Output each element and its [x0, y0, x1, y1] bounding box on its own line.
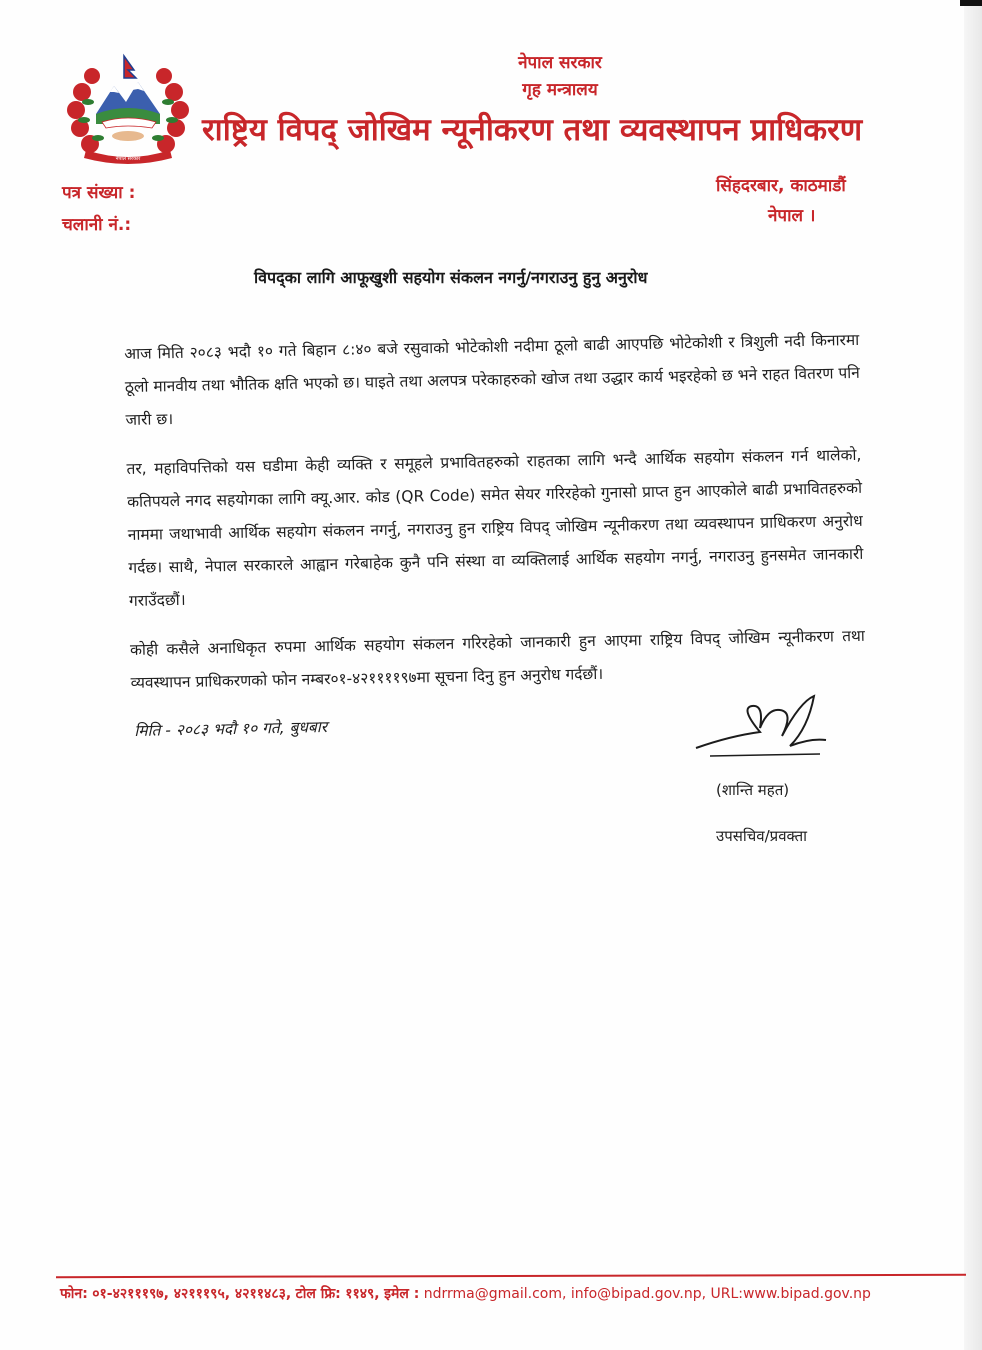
authority-title: राष्ट्रिय विपद् जोखिम न्यूनीकरण तथा व्यवस्थापन प्राधिकरण: [202, 112, 863, 148]
page-edge-shadow: [964, 0, 982, 1350]
corner-mark: [960, 0, 982, 6]
address-line-1: सिंहदरबार, काठमाडौं: [716, 176, 846, 196]
government-name: नेपाल सरकार: [518, 53, 602, 73]
footer-tollfree-number: ११४९,: [345, 1286, 380, 1302]
footer-contacts: ndrrma@gmail.com, info@bipad.gov.np, URL:www.bipad.gov.np: [423, 1286, 871, 1302]
letter-date: मिति - २०८३ भदौ १० गते, बुधबार: [134, 717, 328, 740]
dispatch-number-label: चलानी नं.:: [62, 215, 132, 235]
letter-body: [124, 324, 866, 716]
footer-phone-label: फोन:: [60, 1286, 88, 1302]
ministry-name: गृह मन्त्रालय: [522, 80, 598, 100]
nepal-emblem-icon: [62, 52, 194, 168]
reference-number-label: पत्र संख्या :: [62, 183, 136, 203]
body-paragraph: तर, महाविपत्तिको यस घडीमा केही व्यक्ति र समूहले प्रभावितहरुको राहतका लागि भन्दै आर्थिक सहयोग संकलन गर्न थालेको, कतिपयले नगद सहयोगका लागि क्यू.आर. कोड (QR Code) समेत सेयर गरिरहेको गुनासो प्राप्त हुन आएकोले बाढी प्रभावितहरुको नाममा जथाभावी आर्थिक सहयोग संकलन नगर्नु, नगराउनु हुन राष्ट्रिय विपद् जोखिम न्यूनीकरण तथा व्यवस्थापन प्राधिकरण अनुरोध गर्दछ। साथै, नेपाल सरकारले आह्वान गरेबाहेक कुनै पनि संस्था वा व्यक्तिलाई आर्थिक सहयोग नगर्नु, नगराउनु हुनसमेत जानकारी गराउँदछौं।: [126, 445, 864, 610]
footer-tollfree-label: टोल फ्रि:: [295, 1286, 341, 1302]
footer-phone-numbers: ०१-४२१११९७, ४२१११९५, ४२११४८३,: [92, 1286, 292, 1302]
signatory-title: उपसचिव/प्रवक्ता: [716, 827, 808, 845]
emblem-ribbon-text: नेपाल सरकार: [115, 156, 141, 162]
letter-subject: विपद्का लागि आफूखुशी सहयोग संकलन नगर्नु/नगराउनु हुनु अनुरोध: [254, 268, 648, 287]
body-paragraph: आज मिति २०८३ भदौ १० गते बिहान ८:४० बजे रसुवाको भोटेकोशी नदीमा ठूलो बाढी आएपछि भोटेकोशी र त्रिशुली नदी किनारमा ठूलो मानवीय तथा भौतिक क्षति भएको छ। घाइते तथा अलपत्र परेकाहरुको खोज तथा उद्धार कार्य भइरहेको छ भने राहत वितरण पनि जारी छ।: [124, 330, 860, 429]
address-line-2: नेपाल ।: [768, 206, 816, 226]
signature-icon: [690, 688, 830, 768]
footer-contact: [60, 1284, 960, 1303]
signatory-name: (शान्ति महत): [716, 781, 790, 799]
footer-email-label: इमेल :: [384, 1286, 420, 1302]
footer-divider: [56, 1274, 966, 1278]
body-paragraph: कोही कसैले अनाधिकृत रुपमा आर्थिक सहयोग संकलन गरिरहेको जानकारी हुन आएमा राष्ट्रिय विपद् जोखिम न्यूनीकरण तथा व्यवस्थापन प्राधिकरणको फोन नम्बर०१-४२११११९७मा सूचना दिनु हुन अनुरोध गर्दछौं।: [129, 626, 866, 692]
